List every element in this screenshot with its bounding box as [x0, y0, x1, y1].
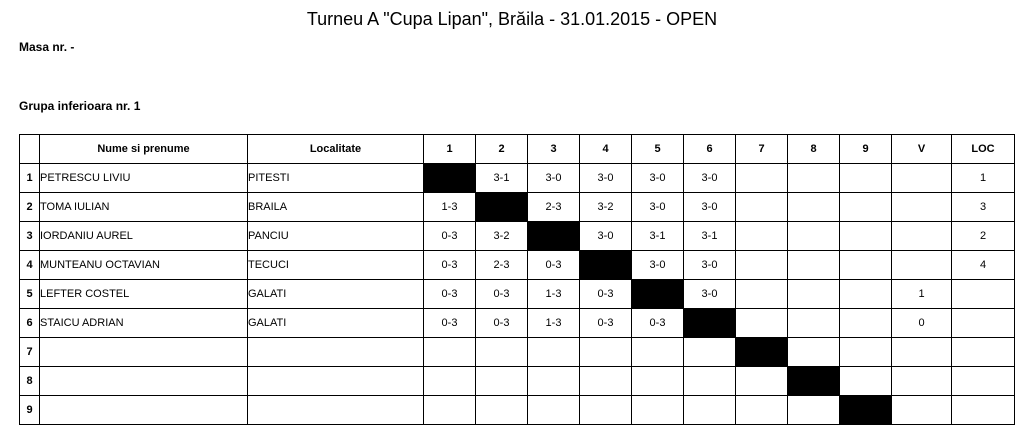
- score-cell: [788, 338, 840, 367]
- player-locality: [248, 338, 424, 367]
- victories-cell: [892, 164, 952, 193]
- page-title: Turneu A "Cupa Lipan", Brăila - 31.01.2015 - OPEN: [306, 9, 718, 29]
- victories-cell: [892, 222, 952, 251]
- score-cell: [424, 338, 476, 367]
- row-index: 7: [20, 338, 40, 367]
- header-locality: Localitate: [248, 135, 424, 164]
- victories-cell: 1: [892, 280, 952, 309]
- score-cell: 3-0: [684, 280, 736, 309]
- score-cell: [424, 396, 476, 425]
- score-cell: 3-0: [684, 251, 736, 280]
- score-cell: 3-0: [632, 193, 684, 222]
- player-locality: GALATI: [248, 309, 424, 338]
- score-cell: [736, 193, 788, 222]
- rank-cell: [952, 367, 1015, 396]
- score-cell: [736, 367, 788, 396]
- table-number-label: Masa nr. -: [19, 40, 75, 54]
- header-col-4: 4: [580, 135, 632, 164]
- diagonal-cell: [476, 193, 528, 222]
- victories-cell: [892, 338, 952, 367]
- header-col-7: 7: [736, 135, 788, 164]
- score-cell: [424, 367, 476, 396]
- header-col-9: 9: [840, 135, 892, 164]
- score-cell: [580, 396, 632, 425]
- score-cell: 3-0: [684, 164, 736, 193]
- row-index: 1: [20, 164, 40, 193]
- score-cell: [476, 367, 528, 396]
- score-cell: 0-3: [632, 309, 684, 338]
- score-cell: [788, 222, 840, 251]
- header-col-8: 8: [788, 135, 840, 164]
- rank-cell: 3: [952, 193, 1015, 222]
- score-cell: 0-3: [424, 309, 476, 338]
- score-cell: [476, 396, 528, 425]
- header-col-2: 2: [476, 135, 528, 164]
- rank-cell: [952, 396, 1015, 425]
- score-cell: 3-1: [632, 222, 684, 251]
- score-cell: 2-3: [528, 193, 580, 222]
- score-cell: [840, 309, 892, 338]
- row-index: 4: [20, 251, 40, 280]
- player-name: MUNTEANU OCTAVIAN: [40, 251, 248, 280]
- score-cell: [736, 251, 788, 280]
- player-locality: GALATI: [248, 280, 424, 309]
- score-cell: 0-3: [580, 309, 632, 338]
- table-row: [20, 280, 1015, 309]
- rank-cell: 4: [952, 251, 1015, 280]
- score-cell: [528, 367, 580, 396]
- table-row: [20, 338, 1015, 367]
- player-locality: TECUCI: [248, 251, 424, 280]
- header-row: [20, 135, 1015, 164]
- table-row: [20, 251, 1015, 280]
- diagonal-cell: [528, 222, 580, 251]
- score-cell: 0-3: [476, 280, 528, 309]
- score-cell: [736, 222, 788, 251]
- results-table: [19, 134, 1015, 425]
- header-name: Nume si prenume: [40, 135, 248, 164]
- player-name: STAICU ADRIAN: [40, 309, 248, 338]
- score-cell: [684, 367, 736, 396]
- victories-cell: [892, 367, 952, 396]
- score-cell: [840, 338, 892, 367]
- row-index: 3: [20, 222, 40, 251]
- table-row: [20, 309, 1015, 338]
- score-cell: 1-3: [528, 309, 580, 338]
- score-cell: [736, 280, 788, 309]
- table-row: [20, 222, 1015, 251]
- header-col-1: 1: [424, 135, 476, 164]
- player-name: LEFTER COSTEL: [40, 280, 248, 309]
- score-cell: [840, 193, 892, 222]
- header-index: [20, 135, 40, 164]
- player-locality: PANCIU: [248, 222, 424, 251]
- row-index: 8: [20, 367, 40, 396]
- score-cell: 0-3: [580, 280, 632, 309]
- row-index: 6: [20, 309, 40, 338]
- score-cell: 3-0: [632, 251, 684, 280]
- score-cell: [840, 222, 892, 251]
- score-cell: [788, 251, 840, 280]
- diagonal-cell: [840, 396, 892, 425]
- score-cell: 2-3: [476, 251, 528, 280]
- victories-cell: 0: [892, 309, 952, 338]
- score-cell: 3-0: [528, 164, 580, 193]
- table-row: [20, 396, 1015, 425]
- rank-cell: [952, 338, 1015, 367]
- score-cell: [788, 280, 840, 309]
- score-cell: 3-0: [632, 164, 684, 193]
- group-title: Grupa inferioara nr. 1: [19, 99, 141, 113]
- score-cell: [840, 280, 892, 309]
- header-col-6: 6: [684, 135, 736, 164]
- rank-cell: [952, 309, 1015, 338]
- rank-cell: [952, 280, 1015, 309]
- diagonal-cell: [632, 280, 684, 309]
- table-row: [20, 164, 1015, 193]
- score-cell: 3-0: [580, 222, 632, 251]
- score-cell: 0-3: [424, 222, 476, 251]
- player-name: TOMA IULIAN: [40, 193, 248, 222]
- score-cell: 0-3: [424, 251, 476, 280]
- victories-cell: [892, 251, 952, 280]
- player-name: [40, 396, 248, 425]
- score-cell: [788, 309, 840, 338]
- score-cell: 3-1: [684, 222, 736, 251]
- score-cell: [736, 164, 788, 193]
- header-col-3: 3: [528, 135, 580, 164]
- header-col-5: 5: [632, 135, 684, 164]
- score-cell: 0-3: [476, 309, 528, 338]
- diagonal-cell: [788, 367, 840, 396]
- player-name: [40, 367, 248, 396]
- score-cell: [632, 338, 684, 367]
- score-cell: 3-0: [684, 193, 736, 222]
- player-locality: [248, 396, 424, 425]
- score-cell: [684, 338, 736, 367]
- score-cell: [580, 338, 632, 367]
- player-name: PETRESCU LIVIU: [40, 164, 248, 193]
- score-cell: [684, 396, 736, 425]
- score-cell: 1-3: [528, 280, 580, 309]
- score-cell: [632, 396, 684, 425]
- score-cell: [788, 164, 840, 193]
- score-cell: 1-3: [424, 193, 476, 222]
- score-cell: [788, 396, 840, 425]
- score-cell: [840, 367, 892, 396]
- player-locality: BRAILA: [248, 193, 424, 222]
- row-index: 5: [20, 280, 40, 309]
- score-cell: [476, 338, 528, 367]
- diagonal-cell: [684, 309, 736, 338]
- victories-cell: [892, 193, 952, 222]
- player-name: [40, 338, 248, 367]
- rank-cell: 1: [952, 164, 1015, 193]
- player-locality: PITESTI: [248, 164, 424, 193]
- score-cell: [528, 338, 580, 367]
- row-index: 2: [20, 193, 40, 222]
- score-cell: [840, 164, 892, 193]
- diagonal-cell: [736, 338, 788, 367]
- score-cell: [580, 367, 632, 396]
- score-cell: 3-1: [476, 164, 528, 193]
- score-cell: [736, 396, 788, 425]
- score-cell: 0-3: [424, 280, 476, 309]
- score-cell: 0-3: [528, 251, 580, 280]
- player-name: IORDANIU AUREL: [40, 222, 248, 251]
- score-cell: 3-2: [580, 193, 632, 222]
- diagonal-cell: [580, 251, 632, 280]
- row-index: 9: [20, 396, 40, 425]
- score-cell: [736, 309, 788, 338]
- table-row: [20, 367, 1015, 396]
- score-cell: 3-2: [476, 222, 528, 251]
- diagonal-cell: [424, 164, 476, 193]
- header-rank: LOC: [952, 135, 1015, 164]
- table-row: [20, 193, 1015, 222]
- rank-cell: 2: [952, 222, 1015, 251]
- score-cell: [840, 251, 892, 280]
- score-cell: 3-0: [580, 164, 632, 193]
- player-locality: [248, 367, 424, 396]
- header-victories: V: [892, 135, 952, 164]
- victories-cell: [892, 396, 952, 425]
- score-cell: [528, 396, 580, 425]
- score-cell: [632, 367, 684, 396]
- score-cell: [788, 193, 840, 222]
